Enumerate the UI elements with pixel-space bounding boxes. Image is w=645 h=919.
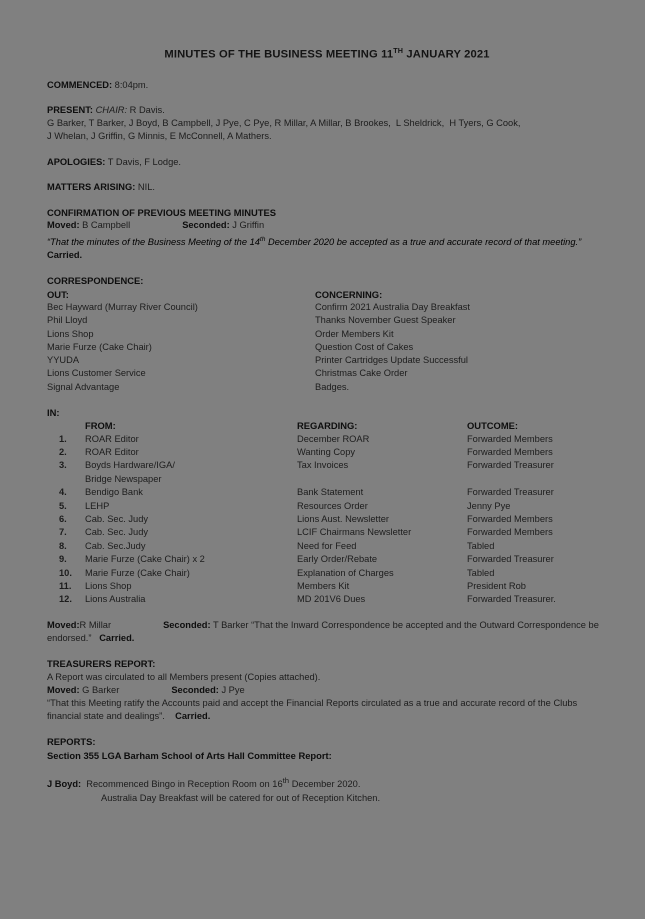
correspondence-out-concerning: Thanks November Guest Speaker — [315, 315, 456, 326]
correspondence-in-from: Bendigo Bank — [85, 487, 143, 498]
table-row-continuation — [59, 473, 607, 486]
correspondence-in-from: ROAR Editor — [85, 446, 139, 457]
correspondence-in-outcome: Forwarded Treasurer — [467, 460, 554, 471]
reports-heading: REPORTS: — [47, 736, 96, 748]
commenced-label: COMMENCED: — [47, 79, 113, 90]
report-speaker-line-2: Australia Day Breakfast will be catered for out of Reception Kitchen. — [101, 792, 381, 803]
correspondence-in-from: Boyds Hardware/IGA/ — [85, 460, 175, 471]
correspondence-moved-value: R Millar — [79, 619, 112, 630]
correspondence-in-body — [59, 433, 607, 607]
correspondence-in-from: Lions Shop — [85, 580, 132, 591]
spacer-cell — [297, 473, 467, 486]
correspondence-out-concerning: Order Members Kit — [315, 328, 394, 339]
correspondence-in-number: 11. — [59, 580, 72, 591]
page-title-ordinal-suffix: TH — [393, 46, 404, 55]
correspondence-in-number: 6. — [59, 513, 67, 524]
table-row — [47, 301, 607, 314]
commenced-value: 8:04pm. — [112, 79, 149, 90]
present-chair-label: CHAIR: — [92, 104, 128, 115]
correspondence-in-regarding: Wanting Copy — [297, 446, 356, 457]
confirmation-heading: CONFIRMATION OF PREVIOUS MEETING MINUTES — [47, 206, 276, 218]
correspondence-in-number: 1. — [59, 433, 67, 444]
correspondence-out-recipient: Marie Furze (Cake Chair) — [47, 341, 152, 352]
correspondence-in-regarding: LCIF Chairmans Newsletter — [297, 527, 412, 538]
apologies-label: APOLOGIES: — [47, 156, 106, 167]
report-speaker-text-2: December 2020. — [289, 779, 361, 790]
correspondence-in-header-row — [59, 419, 607, 432]
correspondence-in-outcome: Jenny Pye — [467, 500, 511, 511]
present-block — [47, 104, 607, 144]
correspondence-out-table — [47, 288, 607, 394]
correspondence-in-wrapper — [59, 419, 607, 607]
table-row — [47, 354, 607, 367]
column-header-outcome: OUTCOME: — [467, 420, 519, 432]
correspondence-block — [47, 274, 607, 393]
column-header-regarding: REGARDING: — [297, 420, 358, 432]
correspondence-in-table — [59, 419, 607, 607]
reports-subheading: Section 355 LGA Barham School of Arts Hall Committee Report: — [47, 749, 332, 761]
correspondence-motion-text: “That the Inward Correspondence be accepted and the Outward Correspondence be endorsed.” — [47, 619, 602, 643]
spacer-cell — [59, 473, 85, 486]
correspondence-out-concerning: Christmas Cake Order — [315, 368, 408, 379]
correspondence-in-regarding: Bank Statement — [297, 487, 364, 498]
table-row — [59, 446, 607, 459]
present-label: PRESENT: — [47, 104, 93, 115]
table-row — [47, 367, 607, 380]
table-row — [59, 459, 607, 472]
correspondence-out-concerning: Badges. — [315, 381, 350, 392]
treasurers-seconded-label: Seconded: — [171, 684, 219, 695]
correspondence-in-outcome: Forwarded Members — [467, 513, 553, 524]
correspondence-in-number: 8. — [59, 540, 67, 551]
treasurers-moved-label: Moved: — [47, 684, 80, 695]
matters-arising-value: NIL. — [135, 181, 155, 192]
correspondence-in-number: 4. — [59, 487, 67, 498]
page-title — [47, 46, 607, 61]
report-speaker-name: J Boyd: — [47, 779, 82, 790]
correspondence-in-number: 7. — [59, 527, 67, 538]
correspondence-in-outcome: Forwarded Treasurer — [467, 554, 554, 565]
correspondence-in-from: Cab. Sec. Judy — [85, 513, 149, 524]
correspondence-in-regarding: Explanation of Charges — [297, 567, 394, 578]
correspondence-out-body — [47, 301, 607, 393]
correspondence-out-concerning: Question Cost of Cakes — [315, 341, 414, 352]
correspondence-in-regarding: MD 201V6 Dues — [297, 594, 366, 605]
apologies-line — [47, 156, 607, 169]
confirmation-moved-line — [47, 219, 607, 232]
treasurers-quote: “That this Meeting ratify the Accounts paid and accept the Financial Reports circulated as a true and accurate record of the Clubs financial state and dealings”. — [47, 698, 580, 722]
table-row — [59, 486, 607, 499]
correspondence-in-outcome: Forwarded Treasurer — [467, 487, 554, 498]
confirmation-quote-part-2: December 2020 be accepted as a true and accurate record of that meeting.” — [265, 236, 582, 247]
correspondence-in-from: Lions Australia — [85, 594, 146, 605]
present-chair-name: R Davis. — [127, 104, 165, 115]
correspondence-in-regarding: Members Kit — [297, 580, 350, 591]
confirmation-seconded-value: J Griffin — [229, 220, 265, 231]
page-title-main: MINUTES OF THE BUSINESS MEETING 11 — [164, 48, 394, 61]
table-row — [47, 328, 607, 341]
table-row — [59, 567, 607, 580]
confirmation-moved-value: B Campbell — [79, 220, 131, 231]
correspondence-in-outcome: Forwarded Treasurer. — [467, 594, 556, 605]
confirmation-quote-part-1: “That the minutes of the Business Meeting of the 14 — [47, 236, 260, 247]
correspondence-seconded-label: Seconded: — [163, 619, 211, 630]
confirmation-block — [47, 206, 607, 263]
correspondence-out-recipient: Bec Hayward (Murray River Council) — [47, 302, 198, 313]
correspondence-in-number: 5. — [59, 500, 67, 511]
correspondence-out-recipient: YYUDA — [47, 355, 80, 366]
correspondence-in-outcome: Forwarded Members — [467, 433, 553, 444]
correspondence-out-recipient: Lions Shop — [47, 328, 94, 339]
treasurers-carried: Carried. — [164, 711, 211, 722]
treasurers-seconded-value: J Pye — [218, 684, 245, 695]
column-header-out: OUT: — [47, 288, 69, 300]
correspondence-in-outcome: Forwarded Members — [467, 527, 553, 538]
confirmation-motion-text — [47, 233, 607, 263]
matters-arising-block — [47, 181, 607, 194]
correspondence-in-outcome: President Rob — [467, 580, 526, 591]
page-title-tail: JANUARY 2021 — [403, 48, 490, 61]
correspondence-heading: CORRESPONDENCE: — [47, 275, 144, 287]
table-row — [59, 526, 607, 539]
correspondence-in-from-continued: Bridge Newspaper — [85, 473, 162, 484]
correspondence-in-from: Marie Furze (Cake Chair) — [85, 567, 190, 578]
table-row — [47, 341, 607, 354]
correspondence-out-concerning: Confirm 2021 Australia Day Breakfast — [315, 302, 471, 313]
apologies-value: T Davis, F Lodge. — [105, 156, 181, 167]
spacer-cell — [467, 473, 607, 486]
minutes-document-body — [47, 46, 607, 817]
correspondence-in-number: 10. — [59, 567, 72, 578]
correspondence-in-regarding: Early Order/Rebate — [297, 554, 378, 565]
correspondence-out-recipient: Lions Customer Service — [47, 368, 146, 379]
correspondence-in-regarding: Tax Invoices — [297, 460, 349, 471]
correspondence-motion-line — [47, 619, 607, 645]
present-chair-line — [47, 104, 607, 117]
treasurers-report-heading: TREASURERS REPORT: — [47, 658, 156, 670]
table-row — [47, 381, 607, 394]
correspondence-in-number: 9. — [59, 554, 67, 565]
present-members-line-1: G Barker, T Barker, J Boyd, B Campbell, J Pye, C Pye, R Millar, A Millar, B Brookes, L Sheldrick, H Tyers, G Cook, — [47, 118, 521, 129]
present-members-line-2: J Whelan, J Griffin, G Minnis, E McConnell, A Mathers. — [47, 131, 272, 142]
correspondence-in-from: Cab. Sec.Judy — [85, 540, 146, 551]
treasurers-motion-text — [47, 697, 607, 723]
column-header-concerning: CONCERNING: — [315, 288, 383, 300]
table-row — [59, 513, 607, 526]
column-header-from: FROM: — [85, 420, 116, 432]
correspondence-out-recipient: Phil Lloyd — [47, 315, 88, 326]
correspondence-in-regarding: Lions Aust. Newsletter — [297, 513, 389, 524]
correspondence-moved-label: Moved: — [47, 619, 80, 630]
table-row — [59, 580, 607, 593]
correspondence-in-from: LEHP — [85, 500, 110, 511]
report-speaker-ordinal: th — [282, 776, 290, 786]
correspondence-in-label: IN: — [47, 406, 60, 418]
correspondence-seconded-value: T Barker — [210, 619, 249, 630]
treasurers-report-moved-line — [47, 684, 607, 697]
apologies-block — [47, 156, 607, 169]
correspondence-in-from: Marie Furze (Cake Chair) x 2 — [85, 554, 205, 565]
correspondence-out-recipient: Signal Advantage — [47, 381, 120, 392]
correspondence-in-regarding: Resources Order — [297, 500, 368, 511]
reports-block — [47, 735, 607, 804]
confirmation-quote-ordinal: th — [259, 235, 266, 243]
commenced-block — [47, 79, 607, 92]
correspondence-in-block — [47, 406, 607, 607]
matters-arising-line — [47, 181, 607, 194]
correspondence-in-from: Cab. Sec. Judy — [85, 527, 149, 538]
correspondence-in-outcome: Tabled — [467, 540, 495, 551]
correspondence-motion-block — [47, 619, 607, 645]
treasurers-report-block — [47, 657, 607, 723]
correspondence-out-concerning: Printer Cartridges Update Successful — [315, 355, 468, 366]
commenced-line — [47, 79, 607, 92]
column-header-number — [59, 419, 85, 432]
table-row — [59, 540, 607, 553]
correspondence-in-outcome: Tabled — [467, 567, 495, 578]
report-speaker-line — [47, 774, 607, 791]
treasurers-moved-value: G Barker — [79, 684, 120, 695]
correspondence-motion-carried: Carried. — [91, 633, 135, 643]
correspondence-in-from: ROAR Editor — [85, 433, 139, 444]
confirmation-moved-label: Moved: — [47, 220, 80, 231]
table-row — [59, 500, 607, 513]
table-row — [47, 314, 607, 327]
correspondence-in-number: 12. — [59, 594, 72, 605]
correspondence-out-header-row — [47, 288, 607, 301]
confirmation-seconded-label: Seconded: — [182, 220, 230, 231]
matters-arising-label: MATTERS ARISING: — [47, 181, 136, 192]
table-row — [59, 553, 607, 566]
correspondence-in-number: 3. — [59, 460, 67, 471]
confirmation-carried: Carried. — [47, 250, 83, 261]
correspondence-in-number: 2. — [59, 446, 67, 457]
correspondence-in-regarding: December ROAR — [297, 433, 370, 444]
table-row — [59, 433, 607, 446]
correspondence-in-outcome: Forwarded Members — [467, 446, 553, 457]
treasurers-report-line-1: A Report was circulated to all Members present (Copies attached). — [47, 671, 321, 682]
report-speaker-text-1: Recommenced Bingo in Reception Room on 16 — [81, 779, 283, 790]
correspondence-in-regarding: Need for Feed — [297, 540, 357, 551]
table-row — [59, 593, 607, 606]
